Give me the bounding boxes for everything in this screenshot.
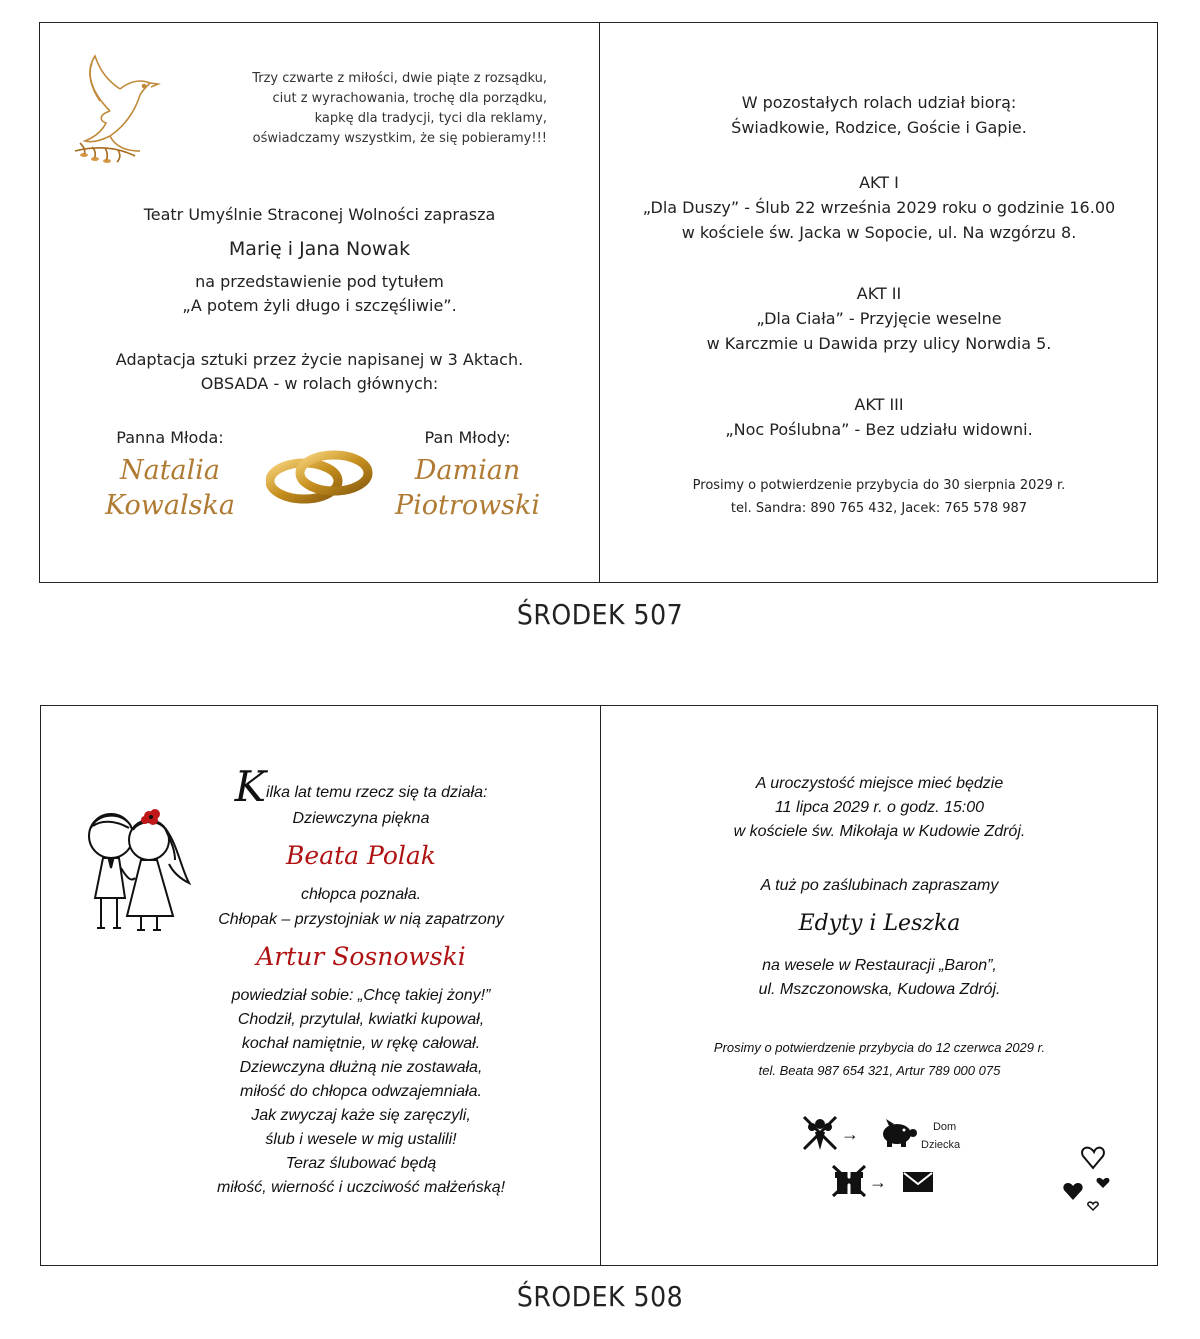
poem-line: Chłopak – przystojniak w nią zapatrzony bbox=[218, 911, 504, 928]
act1-title: AKT I bbox=[859, 173, 899, 192]
poem-line: Dziewczyna dłużną nie zostawała, bbox=[239, 1059, 483, 1076]
poem-line: ciut z wyrachowania, trochę dla porządku, bbox=[272, 91, 547, 106]
piggy-bank-icon bbox=[877, 1116, 917, 1148]
guest-names-508: Edyty i Leszka bbox=[798, 911, 961, 936]
dom-label-1: Dom bbox=[932, 1121, 957, 1133]
poem-line: kapkę dla tradycji, tyci dla reklamy, bbox=[314, 111, 547, 126]
poem-line: Dziewczyna piękna bbox=[292, 810, 430, 827]
poem-line: oświadczamy wszystkim, że się pobieramy!!! bbox=[252, 131, 547, 146]
phones-507: tel. Sandra: 890 765 432, Jacek: 765 578 987 bbox=[730, 501, 1028, 516]
poem-line: Jak zwyczaj każe się zaręczyli, bbox=[251, 1107, 471, 1124]
act3-line-1: „Noc Poślubna” - Bez udziału widowni. bbox=[725, 420, 1033, 439]
act2-title: AKT II bbox=[856, 284, 902, 303]
bride-last-name: Kowalska bbox=[105, 490, 235, 521]
card-508-right bbox=[601, 706, 1158, 1265]
card-508-left bbox=[41, 706, 600, 1265]
show-title: „A potem żyli długo i szczęśliwie”. bbox=[182, 296, 457, 315]
poem-507 bbox=[252, 69, 547, 149]
invite-line: Teatr Umyślnie Straconej Wolności zaprasza bbox=[143, 205, 496, 224]
ceremony-line: 11 lipca 2029 r. o godz. 15:00 bbox=[774, 799, 985, 816]
venue-line: na wesele w Restauracji „Baron”, bbox=[762, 957, 997, 974]
bride-first-name: Natalia bbox=[119, 455, 221, 486]
others-line-2: Świadkowie, Rodzice, Goście i Gapie. bbox=[731, 118, 1027, 137]
poem-line: ślub i wesele w mig ustalili! bbox=[265, 1131, 457, 1148]
rsvp-507: Prosimy o potwierdzenie przybycia do 30 sierpnia 2029 r. bbox=[692, 478, 1066, 493]
poem-first-line bbox=[141, 762, 581, 811]
after-line: A tuż po zaślubinach zapraszamy bbox=[760, 877, 999, 894]
invite-block bbox=[40, 203, 599, 396]
poem-508 bbox=[141, 762, 581, 1200]
show-intro: na przedstawienie pod tytułem bbox=[195, 272, 444, 291]
cast-line: OBSADA - w rolach głównych: bbox=[200, 374, 439, 393]
act3-title: AKT III bbox=[854, 395, 904, 414]
caption-508: ŚRODEK 508 bbox=[516, 1280, 684, 1313]
groom-first-name: Damian bbox=[414, 455, 521, 486]
no-flowers-icon bbox=[801, 1114, 839, 1152]
arrow-icon: → bbox=[869, 1172, 887, 1192]
wedding-rings-icon bbox=[266, 443, 374, 507]
poem-line: chłopca poznała. bbox=[300, 886, 422, 903]
ceremony-line: w kościele św. Mikołaja w Kudowie Zdrój. bbox=[733, 823, 1026, 840]
venue-line: ul. Mszczonowska, Kudowa Zdrój. bbox=[758, 981, 1001, 998]
poem-line: miłość do chłopca odwzajemniała. bbox=[240, 1083, 482, 1100]
act1-line-2: w kościele św. Jacka w Sopocie, ul. Na wzgórzu 8. bbox=[681, 223, 1077, 242]
phones-508: tel. Beata 987 654 321, Artur 789 000 075 bbox=[758, 1063, 1001, 1078]
bride-block bbox=[100, 428, 240, 521]
rsvp-508: Prosimy o potwierdzenie przybycia do 12 czerwca 2029 r. bbox=[713, 1040, 1046, 1055]
card-507 bbox=[39, 22, 1158, 583]
bride-label: Panna Młoda: bbox=[116, 428, 224, 447]
poem-line: powiedział sobie: „Chcę takiej żony!” bbox=[231, 987, 491, 1004]
card-508 bbox=[40, 705, 1158, 1266]
bride-name-508: Beata Polak bbox=[286, 841, 436, 870]
dom-dziecka-label bbox=[921, 1118, 960, 1154]
poem-line: kochał namiętnie, w rękę całował. bbox=[241, 1035, 481, 1052]
arrow-icon: → bbox=[841, 1124, 859, 1144]
dove-icon bbox=[70, 51, 170, 171]
groom-label: Pan Młody: bbox=[424, 428, 511, 447]
act1-line-1: „Dla Duszy” - Ślub 22 września 2029 roku o godzinie 16.00 bbox=[642, 198, 1116, 217]
card-507-right bbox=[600, 23, 1158, 582]
guests-name: Marię i Jana Nowak bbox=[228, 238, 411, 260]
poem-line: Teraz ślubować będą bbox=[285, 1155, 437, 1172]
poem-line: Trzy czwarte z miłości, dwie piąte z rozsądku, bbox=[252, 71, 547, 86]
ceremony-line: A uroczystość miejsce mieć będzie bbox=[755, 775, 1004, 792]
act2-line-2: w Karczmie u Dawida przy ulicy Norwdia 5. bbox=[706, 334, 1052, 353]
envelope-icon bbox=[903, 1172, 933, 1192]
groom-name-508: Artur Sosnowski bbox=[256, 942, 466, 971]
card-507-left bbox=[40, 23, 599, 582]
no-gift-icon bbox=[831, 1164, 867, 1198]
poem-initial: K bbox=[234, 762, 266, 811]
dom-label-2: Dziecka bbox=[921, 1139, 961, 1151]
act2-line-1: „Dla Ciała” - Przyjęcie weselne bbox=[756, 309, 1002, 328]
poem-line: miłość, wierność i uczciwość małżeńską! bbox=[216, 1179, 506, 1196]
adaptation-line: Adaptacja sztuki przez życie napisanej w 3 Aktach. bbox=[115, 350, 524, 369]
caption-507: ŚRODEK 507 bbox=[516, 598, 684, 631]
groom-last-name: Piotrowski bbox=[395, 490, 541, 521]
hearts-icon bbox=[1059, 1142, 1119, 1222]
others-line-1: W pozostałych rolach udział biorą: bbox=[741, 93, 1017, 112]
poem-first-rest: ilka lat temu rzecz się ta działa: bbox=[265, 784, 488, 801]
poem-line: Chodził, przytulał, kwiatki kupował, bbox=[237, 1011, 485, 1028]
groom-block bbox=[395, 428, 540, 521]
